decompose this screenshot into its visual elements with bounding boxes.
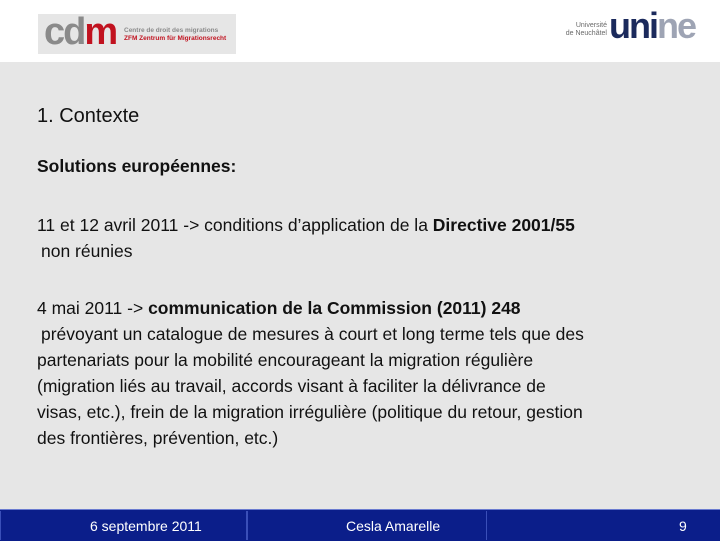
paragraph-line: (migration liés au travail, accords visant à faciliter la délivrance de [37, 376, 546, 396]
unine-logo-line2: de Neuchâtel [565, 30, 607, 37]
unine-logo-word-ne: ne [656, 5, 695, 46]
slide-title: 1. Contexte [37, 105, 140, 127]
footer-date: 6 septembre 2011 [90, 518, 202, 534]
paragraph-bold-text: Directive 2001/55 [432, 215, 575, 235]
unine-logo [555, 5, 705, 48]
cdm-logo-line2: ZFM Zentrum für Migrationsrecht [124, 35, 227, 42]
slide-header [0, 0, 720, 62]
unine-logo-line1: Université [575, 22, 607, 29]
cdm-logo-caption [124, 27, 226, 43]
slide-subtitle: Solutions européennes: [37, 156, 237, 176]
slide-body [0, 62, 720, 509]
paragraph-line: non réunies [41, 241, 133, 261]
paragraph-line: partenariats pour la mobilité encourageant la migration régulière [37, 350, 534, 370]
cdm-logo-mark-cd: cd [44, 11, 85, 53]
paragraph-bold-text: communication de la Commission (2011) 248 [148, 298, 521, 318]
paragraph-text: 4 mai 2011 -> [37, 298, 149, 318]
footer-author: Cesla Amarelle [346, 518, 441, 534]
paragraph-line [37, 295, 584, 321]
cdm-logo-mark [44, 10, 116, 54]
unine-logo-word-uni: uni [609, 5, 657, 46]
slide-footer [0, 509, 720, 541]
paragraph-text: 11 et 12 avril 2011 -> conditions d’application de la [37, 215, 433, 235]
paragraph-communication [37, 295, 584, 451]
cdm-logo-line1: Centre de droit des migrations [124, 27, 219, 34]
cdm-logo-mark-m: m [84, 11, 117, 53]
footer-page-number: 9 [679, 518, 687, 534]
paragraph-directive [37, 212, 575, 264]
paragraph-line: visas, etc.), frein de la migration irrégulière (politique du retour, gestion [37, 402, 583, 422]
unine-logo-caption [555, 22, 607, 38]
unine-logo-word [609, 6, 695, 46]
paragraph-line: prévoyant un catalogue de mesures à court et long terme tels que des [41, 324, 584, 344]
paragraph-line: des frontières, prévention, etc.) [37, 428, 279, 448]
paragraph-line [37, 212, 575, 238]
cdm-logo [38, 11, 236, 54]
